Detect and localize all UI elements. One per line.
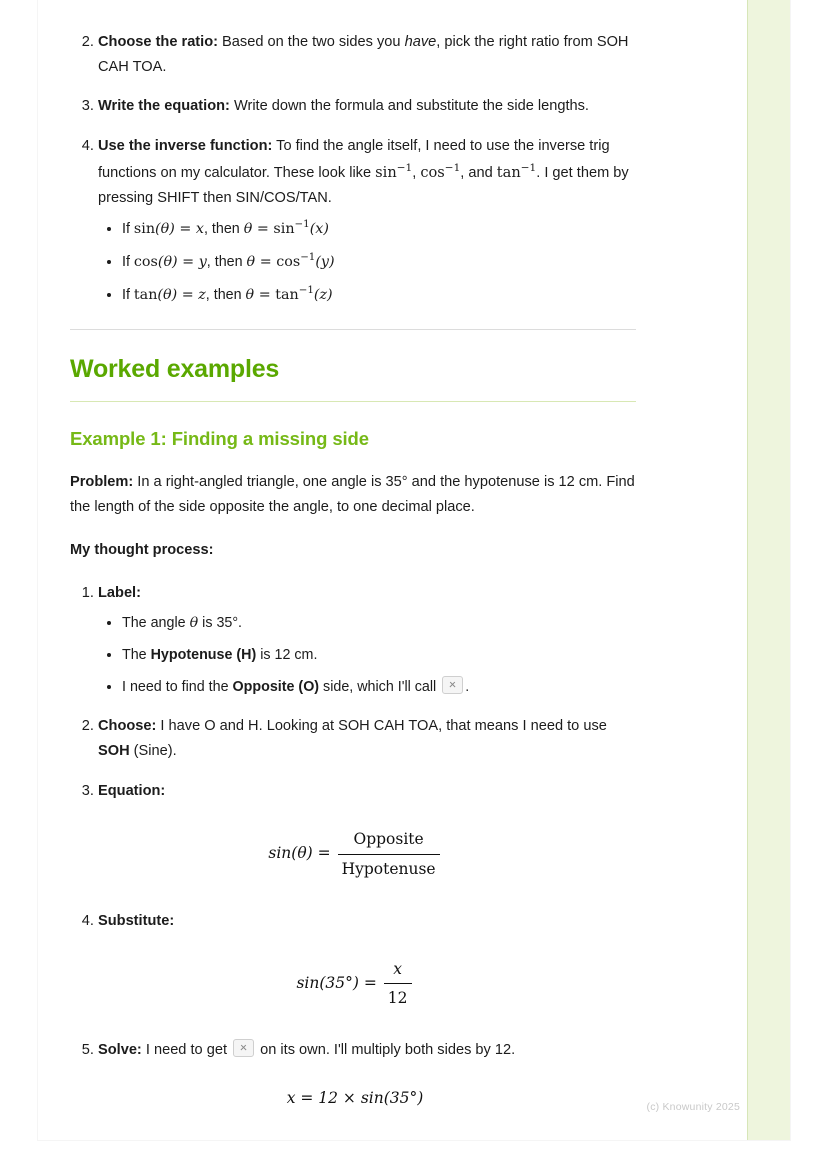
document-content xyxy=(70,30,640,1127)
equation-substituted xyxy=(70,956,640,1012)
step-choose-the-ratio xyxy=(98,30,640,80)
list-item xyxy=(122,216,640,241)
function-name: sin xyxy=(133,221,156,238)
theta-symbol: θ xyxy=(243,221,253,238)
step-label: Choose: xyxy=(98,718,157,735)
list-item xyxy=(122,249,640,274)
inverse-sine-symbol: sin xyxy=(375,163,397,181)
equals-sign: = xyxy=(177,253,199,270)
inverse-argument: (y) xyxy=(315,253,335,270)
example-step-substitute xyxy=(98,909,640,1012)
inverse-exponent: −1 xyxy=(298,283,314,296)
bullet-middle: side, which I'll call xyxy=(319,679,441,696)
bullet-bold: Opposite (O) xyxy=(232,679,320,696)
step-text: I need to get xyxy=(141,1042,232,1059)
variable: z xyxy=(198,286,206,303)
steps-continued-list xyxy=(70,30,640,307)
step-emphasis: have xyxy=(404,34,437,50)
theta-symbol: θ xyxy=(246,253,256,270)
problem-text: In a right-angled triangle, one angle is 35° and the hypotenuse is 12 cm. Find the length of the side opposite the angle, to one decimal place. xyxy=(70,473,635,515)
step-label: Equation: xyxy=(98,783,166,800)
bullet-prefix: I need to find the xyxy=(122,679,233,696)
bullet-suffix: is 35°. xyxy=(198,614,243,631)
bullet-bold: Hypotenuse (H) xyxy=(150,647,257,663)
bullet-then: , then xyxy=(205,286,246,303)
list-item xyxy=(122,643,640,667)
step-text-sep2: , and xyxy=(460,164,497,181)
equals-sign: = xyxy=(174,221,196,238)
bullet-prefix: If xyxy=(122,286,134,303)
problem-statement xyxy=(70,470,640,520)
bullet-prefix: The angle xyxy=(122,614,190,631)
inverse-argument: (z) xyxy=(313,286,333,303)
copyright-watermark: (c) Knowunity 2025 xyxy=(646,1101,740,1113)
problem-label: Problem: xyxy=(70,473,134,490)
fraction-denominator: Hypotenuse xyxy=(338,854,440,883)
equals-sign: = xyxy=(252,221,274,238)
inverse-argument: (x) xyxy=(309,221,329,238)
document-page xyxy=(38,0,790,1140)
step-label: Write the equation: xyxy=(98,98,230,115)
bullet-prefix: If xyxy=(122,221,134,238)
function-argument: (θ) xyxy=(157,286,178,303)
inverse-exponent: −1 xyxy=(294,218,310,231)
inverse-function-bullets xyxy=(98,216,640,306)
step-label: Substitute: xyxy=(98,912,175,929)
variable: x xyxy=(195,221,204,238)
equation-lhs: sin(35°) = xyxy=(296,973,377,992)
fraction-numerator: Opposite xyxy=(353,830,424,849)
inverse-exponent: −1 xyxy=(520,161,537,174)
thought-process-label-text: My thought process: xyxy=(70,541,214,558)
step-text: To find the angle itself, I need to use the inverse trig functions on my calculator. These look like xyxy=(98,137,610,181)
step-label: Solve: xyxy=(98,1042,142,1059)
bullet-suffix: . xyxy=(465,679,470,696)
step-text-tail: on its own. I'll multiply both sides by 12. xyxy=(256,1042,516,1059)
bullet-prefix: The xyxy=(122,647,151,663)
inverse-function-name: cos xyxy=(276,253,301,270)
function-argument: (θ) xyxy=(157,253,178,270)
example-1-heading: Example 1: Finding a missing side xyxy=(70,427,369,449)
equals-sign: = xyxy=(255,253,277,270)
example-step-label xyxy=(98,581,640,699)
equation-lhs: sin(θ) = xyxy=(268,844,331,863)
example-step-equation xyxy=(98,779,640,882)
label-bullets xyxy=(98,611,640,699)
variable: y xyxy=(198,253,207,270)
step-text: Based on the two sides you xyxy=(218,34,405,50)
list-item xyxy=(122,675,640,699)
example-step-choose xyxy=(98,714,640,764)
equals-sign: = xyxy=(254,286,276,303)
bullet-prefix: If xyxy=(122,253,134,270)
bullet-then: , then xyxy=(206,253,247,270)
example-1-steps-list xyxy=(70,581,640,1112)
page-title: Worked examples xyxy=(70,354,280,383)
step-label: Label: xyxy=(98,584,141,601)
function-name: tan xyxy=(133,286,158,303)
inverse-exponent: −1 xyxy=(444,161,461,174)
inverse-exponent: −1 xyxy=(300,251,316,264)
inverse-function-name: tan xyxy=(275,286,299,303)
inverse-tangent-symbol: tan xyxy=(496,163,521,181)
heading-underline xyxy=(70,401,636,402)
step-text-tail: . I get them by pressing SHIFT then SIN/COS/TAN. xyxy=(98,164,629,207)
section-divider xyxy=(70,329,636,330)
step-label: Choose the ratio: xyxy=(98,34,218,50)
step-use-the-inverse-function xyxy=(98,134,640,307)
bullet-then: , then xyxy=(203,221,244,238)
inverse-cosine-symbol: cos xyxy=(420,163,445,181)
list-item xyxy=(122,282,640,307)
fraction-denominator: 12 xyxy=(384,983,412,1012)
function-argument: (θ) xyxy=(155,221,175,238)
equation-sine-ratio xyxy=(70,826,640,882)
fraction-numerator: x xyxy=(393,959,403,978)
step-text-tail: , pick the right ratio from SOH CAH TOA. xyxy=(98,34,629,76)
step-text-sep1: , xyxy=(412,164,421,181)
fraction xyxy=(338,826,440,882)
inverse-function-name: sin xyxy=(273,221,295,238)
step-text-tail: (Sine). xyxy=(129,743,177,760)
broken-image-icon xyxy=(442,676,463,694)
broken-image-icon xyxy=(233,1039,254,1057)
function-name: cos xyxy=(133,253,158,270)
equals-sign: = xyxy=(177,286,199,303)
inverse-exponent: −1 xyxy=(396,161,413,174)
step-text: I have O and H. Looking at SOH CAH TOA, that means I need to use xyxy=(156,718,607,735)
step-text: Write down the formula and substitute the side lengths. xyxy=(229,98,589,115)
theta-symbol: θ xyxy=(245,286,255,303)
thought-process-label xyxy=(70,538,640,563)
list-item xyxy=(122,611,640,635)
decorative-side-band xyxy=(747,0,790,1140)
step-bold-soh: SOH xyxy=(98,743,130,760)
step-label: Use the inverse function: xyxy=(98,137,273,154)
fraction xyxy=(384,956,412,1012)
equation-text: x = 12 × sin(35°) xyxy=(286,1089,424,1108)
bullet-suffix: is 12 cm. xyxy=(256,647,318,663)
step-write-the-equation xyxy=(98,94,640,119)
equation-solve xyxy=(70,1085,640,1112)
theta-symbol: θ xyxy=(189,614,199,631)
example-step-solve xyxy=(98,1038,640,1112)
